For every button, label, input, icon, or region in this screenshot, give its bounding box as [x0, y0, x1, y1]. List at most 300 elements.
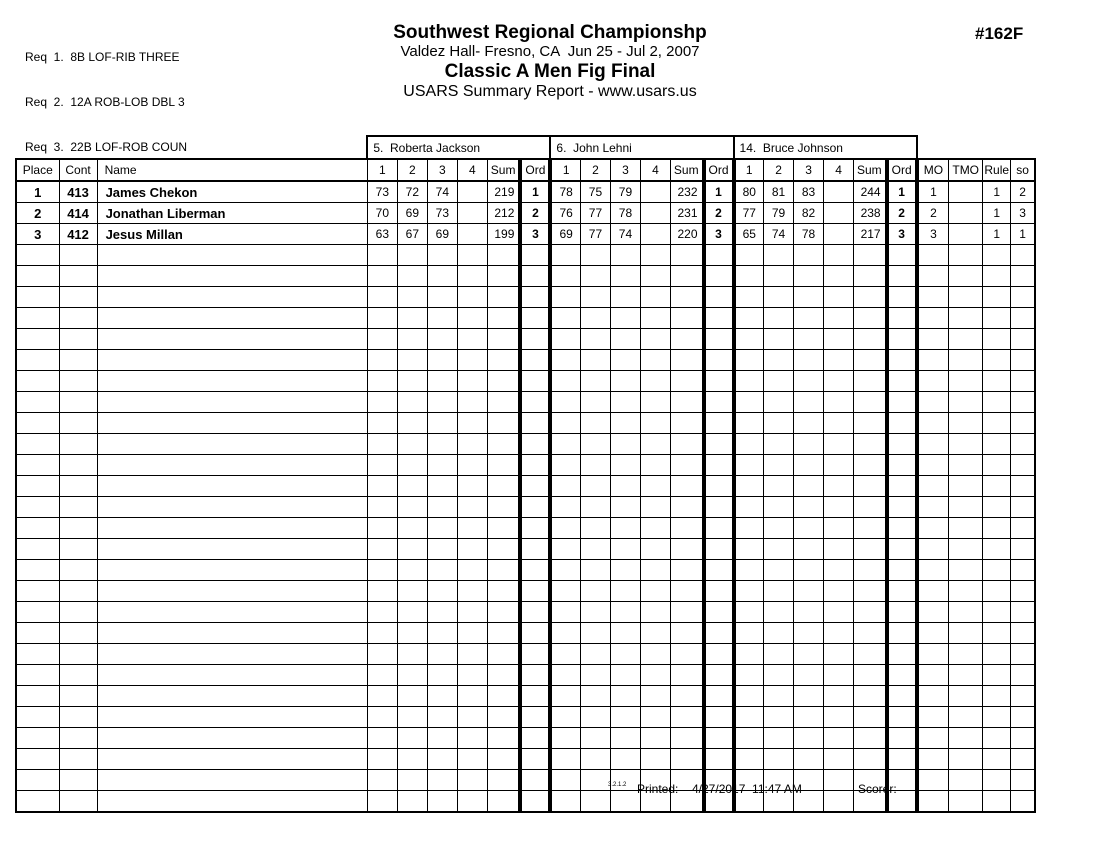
judge-3-score-2-cell: [764, 308, 794, 329]
empty-row: [16, 476, 1035, 497]
cont-cell: [59, 665, 97, 686]
judge-3-score-1-cell: [734, 308, 764, 329]
cont-cell: [59, 518, 97, 539]
judge-3-score-3-cell: [794, 434, 824, 455]
judge-3-ord-cell: 1: [887, 181, 917, 203]
judge-2-ord-cell: [704, 455, 734, 476]
judge-2-score-2-cell: [580, 392, 610, 413]
judge-2-score-4-cell: [640, 392, 670, 413]
judge-1-score-4-cell: [457, 497, 487, 518]
empty-row: [16, 413, 1035, 434]
judge-2-score-2-cell: [580, 287, 610, 308]
judge-2-ord-cell: 2: [704, 203, 734, 224]
judge-3-score-4-cell: [824, 686, 854, 707]
place-cell: [16, 749, 59, 770]
judge-3-ord-cell: [887, 728, 917, 749]
judge-2-ord-cell: [704, 350, 734, 371]
judge-3-score-2-cell: [764, 392, 794, 413]
judge-1-sum-cell: [487, 518, 520, 539]
judge-3-score-3-cell: [794, 707, 824, 728]
rule-cell: [983, 581, 1011, 602]
judge-1-score-4-cell: [457, 245, 487, 266]
judge-3-col-header-1: 1: [734, 159, 764, 181]
judge-3-score-3-cell: [794, 329, 824, 350]
judge-3-sum-cell: [854, 350, 887, 371]
judge-2-score-2-cell: [580, 455, 610, 476]
mo-cell: [917, 434, 949, 455]
judge-2-score-2-cell: [580, 665, 610, 686]
place-cell: [16, 665, 59, 686]
judge-2-score-1-cell: [550, 602, 580, 623]
so-cell: [1011, 392, 1035, 413]
empty-row: [16, 497, 1035, 518]
judge-2-score-1-cell: [550, 560, 580, 581]
cont-cell: 414: [59, 203, 97, 224]
judge-3-sum-cell: [854, 707, 887, 728]
judge-2-score-4-cell: [640, 749, 670, 770]
judge-1-sum-cell: [487, 728, 520, 749]
judge-3-score-1-cell: [734, 245, 764, 266]
judge-2-score-4-cell: [640, 224, 670, 245]
judge-3-score-2-cell: [764, 581, 794, 602]
judge-2-score-4-cell: [640, 644, 670, 665]
place-cell: [16, 476, 59, 497]
rule-cell: [983, 602, 1011, 623]
rule-cell: [983, 371, 1011, 392]
judge-3-score-2-cell: [764, 455, 794, 476]
mo-cell: [917, 308, 949, 329]
judge-2-score-1-cell: 76: [550, 203, 580, 224]
requirement-line-1: Req 1. 8B LOF-RIB THREE: [25, 50, 180, 64]
so-cell: 2: [1011, 181, 1035, 203]
judge-1-ord-cell: 1: [520, 181, 550, 203]
mo-cell: [917, 476, 949, 497]
judge-3-sum-cell: [854, 728, 887, 749]
mo-cell: 1: [917, 181, 949, 203]
judge-3-sum-cell: [854, 518, 887, 539]
cont-cell: [59, 329, 97, 350]
judge-3-sum-cell: [854, 329, 887, 350]
judge-1-score-4-cell: [457, 602, 487, 623]
rule-cell: [983, 413, 1011, 434]
judge-1-score-3-cell: [427, 644, 457, 665]
judge-1-score-3-cell: [427, 392, 457, 413]
judge-1-score-2-cell: [397, 329, 427, 350]
judge-2-sum-cell: 220: [670, 224, 703, 245]
judge-1-score-3-cell: [427, 287, 457, 308]
judge-3-score-4-cell: [824, 203, 854, 224]
judge-2-score-2-cell: 77: [580, 224, 610, 245]
rule-cell: [983, 518, 1011, 539]
place-cell: [16, 371, 59, 392]
place-cell: [16, 329, 59, 350]
judge-1-sum-cell: 212: [487, 203, 520, 224]
judge-1-ord-cell: [520, 623, 550, 644]
judge-2-score-2-cell: [580, 686, 610, 707]
judge-2-score-4-cell: [640, 518, 670, 539]
cont-cell: [59, 413, 97, 434]
judge-3-score-4-cell: [824, 224, 854, 245]
place-cell: 1: [16, 181, 59, 203]
judge-1-ord-cell: [520, 749, 550, 770]
place-cell: [16, 728, 59, 749]
judge-3-score-2-cell: [764, 476, 794, 497]
judge-3-score-2-cell: [764, 686, 794, 707]
judge-1-score-2-cell: [397, 518, 427, 539]
judge-2-score-4-cell: [640, 329, 670, 350]
judge-3-sum-cell: [854, 665, 887, 686]
name-cell: Jesus Millan: [97, 224, 367, 245]
tmo-cell: [949, 266, 983, 287]
judge-1-score-3-cell: [427, 308, 457, 329]
name-cell: [97, 728, 367, 749]
judge-2-ord-cell: [704, 644, 734, 665]
cont-cell: [59, 560, 97, 581]
judge-1-sum-cell: [487, 707, 520, 728]
judge-1-ord-cell: [520, 497, 550, 518]
judge-1-sum-cell: [487, 371, 520, 392]
judge-2-score-1-cell: [550, 623, 580, 644]
cont-cell: [59, 266, 97, 287]
judge-1-sum-cell: [487, 476, 520, 497]
judge-3-score-1-cell: [734, 434, 764, 455]
judge-2-score-1-cell: [550, 749, 580, 770]
judge-3-sum-cell: [854, 266, 887, 287]
judge-3-col-header-4: 4: [824, 159, 854, 181]
judge-3-score-4-cell: [824, 707, 854, 728]
judge-2-score-3-cell: [610, 329, 640, 350]
judge-3-score-4-cell: [824, 413, 854, 434]
judge-2-ord-cell: [704, 539, 734, 560]
judge-1-score-1-cell: 70: [367, 203, 397, 224]
judge-1-score-2-cell: [397, 728, 427, 749]
judge-3-ord-cell: [887, 455, 917, 476]
judge-2-score-3-cell: [610, 266, 640, 287]
judge-2-score-3-cell: [610, 707, 640, 728]
judge-1-score-3-cell: [427, 413, 457, 434]
col-header-place: Place: [16, 159, 59, 181]
competitor-row: [16, 224, 1035, 245]
judge-2-score-3-cell: [610, 686, 640, 707]
judge-2-ord-cell: [704, 371, 734, 392]
judge-1-sum-cell: 199: [487, 224, 520, 245]
judge-1-score-3-cell: [427, 266, 457, 287]
judge-2-score-3-cell: [610, 518, 640, 539]
judge-2-sum-cell: [670, 308, 703, 329]
judge-1-score-3-cell: [427, 350, 457, 371]
judge-1-score-3-cell: [427, 539, 457, 560]
judge-1-score-1-cell: [367, 455, 397, 476]
judge-3-score-3-cell: 78: [794, 224, 824, 245]
judge-1-sum-cell: [487, 266, 520, 287]
name-cell: [97, 308, 367, 329]
judge-1-score-3-cell: [427, 434, 457, 455]
judge-1-score-4-cell: [457, 392, 487, 413]
name-cell: [97, 476, 367, 497]
name-cell: [97, 287, 367, 308]
judge-3-score-1-cell: [734, 350, 764, 371]
so-cell: [1011, 308, 1035, 329]
judge-1-score-4-cell: [457, 287, 487, 308]
place-cell: [16, 497, 59, 518]
judge-1-ord-cell: [520, 455, 550, 476]
judge-1-score-2-cell: [397, 665, 427, 686]
judge-2-sum-cell: [670, 518, 703, 539]
judge-1-sum-cell: [487, 455, 520, 476]
judge-2-col-header-3: 3: [610, 159, 640, 181]
empty-row: [16, 518, 1035, 539]
judge-3-score-2-cell: [764, 665, 794, 686]
judge-3-score-2-cell: [764, 623, 794, 644]
name-cell: [97, 749, 367, 770]
judge-3-score-4-cell: [824, 560, 854, 581]
name-cell: [97, 371, 367, 392]
judge-2-score-4-cell: [640, 728, 670, 749]
judge-1-score-4-cell: [457, 413, 487, 434]
judge-2-score-1-cell: [550, 497, 580, 518]
judge-2-ord-cell: [704, 497, 734, 518]
so-cell: [1011, 455, 1035, 476]
judge-row-left-spacer: [16, 136, 367, 159]
judge-1-ord-cell: [520, 329, 550, 350]
mo-cell: [917, 266, 949, 287]
judge-1-score-1-cell: [367, 329, 397, 350]
judge-3-col-header-3: 3: [794, 159, 824, 181]
judge-3-score-1-cell: [734, 539, 764, 560]
name-cell: [97, 665, 367, 686]
judge-1-col-header-4: 4: [457, 159, 487, 181]
judge-1-col-header-1: 1: [367, 159, 397, 181]
judge-3-ord-cell: [887, 434, 917, 455]
judge-3-score-1-cell: [734, 329, 764, 350]
judge-2-score-3-cell: [610, 350, 640, 371]
judge-3-sum-cell: [854, 434, 887, 455]
judge-2-score-4-cell: [640, 350, 670, 371]
judge-3-score-3-cell: [794, 245, 824, 266]
name-cell: [97, 350, 367, 371]
judge-3-score-3-cell: [794, 644, 824, 665]
mo-cell: [917, 581, 949, 602]
judge-3-score-1-cell: [734, 749, 764, 770]
col-header-cont: Cont: [59, 159, 97, 181]
mo-cell: 2: [917, 203, 949, 224]
judge-3-col-header-sum: Sum: [854, 159, 887, 181]
judge-1-sum-cell: [487, 434, 520, 455]
cont-cell: [59, 350, 97, 371]
judge-2-sum-cell: [670, 581, 703, 602]
judge-1-ord-cell: [520, 413, 550, 434]
judge-3-score-4-cell: [824, 581, 854, 602]
judge-1-score-2-cell: [397, 539, 427, 560]
rule-cell: [983, 434, 1011, 455]
judge-3-score-4-cell: [824, 329, 854, 350]
judge-3-score-4-cell: [824, 539, 854, 560]
empty-row: [16, 728, 1035, 749]
place-cell: [16, 539, 59, 560]
col-header-mo: MO: [917, 159, 949, 181]
name-cell: [97, 413, 367, 434]
judge-1-score-4-cell: [457, 371, 487, 392]
cont-cell: [59, 749, 97, 770]
tmo-cell: [949, 224, 983, 245]
name-cell: James Chekon: [97, 181, 367, 203]
judge-3-sum-cell: 238: [854, 203, 887, 224]
judge-3-score-4-cell: [824, 728, 854, 749]
judge-2-score-3-cell: [610, 749, 640, 770]
judge-3-score-1-cell: [734, 518, 764, 539]
judge-1-score-2-cell: [397, 686, 427, 707]
judge-2-score-1-cell: 69: [550, 224, 580, 245]
judge-3-score-3-cell: [794, 665, 824, 686]
judge-1-sum-cell: [487, 602, 520, 623]
mo-cell: [917, 728, 949, 749]
judge-2-score-3-cell: [610, 665, 640, 686]
judge-2-ord-cell: 1: [704, 181, 734, 203]
judge-1-score-1-cell: [367, 707, 397, 728]
name-cell: [97, 455, 367, 476]
judge-1-score-1-cell: [367, 392, 397, 413]
rule-cell: [983, 308, 1011, 329]
judge-1-score-1-cell: [367, 728, 397, 749]
judge-1-score-1-cell: [367, 644, 397, 665]
judge-3-score-1-cell: [734, 497, 764, 518]
judge-3-score-2-cell: [764, 434, 794, 455]
judge-1-score-2-cell: [397, 245, 427, 266]
judge-1-score-2-cell: [397, 266, 427, 287]
judge-3-score-3-cell: [794, 287, 824, 308]
judge-3-score-3-cell: [794, 581, 824, 602]
so-cell: [1011, 329, 1035, 350]
mo-cell: [917, 245, 949, 266]
judge-3-ord-cell: [887, 308, 917, 329]
tmo-cell: [949, 665, 983, 686]
col-header-rule: Rule: [983, 159, 1011, 181]
judge-2-sum-cell: [670, 749, 703, 770]
judge-1-score-3-cell: [427, 686, 457, 707]
so-cell: [1011, 497, 1035, 518]
so-cell: [1011, 644, 1035, 665]
mo-cell: [917, 623, 949, 644]
judge-3-ord-cell: [887, 350, 917, 371]
judge-3-ord-cell: [887, 560, 917, 581]
name-cell: [97, 581, 367, 602]
judge-2-score-4-cell: [640, 245, 670, 266]
judge-1-score-3-cell: [427, 329, 457, 350]
name-cell: [97, 560, 367, 581]
judge-1-score-1-cell: [367, 413, 397, 434]
name-cell: [97, 686, 367, 707]
judge-3-score-3-cell: [794, 749, 824, 770]
judge-2-score-3-cell: 74: [610, 224, 640, 245]
judge-1-ord-cell: [520, 350, 550, 371]
judge-3-score-2-cell: [764, 350, 794, 371]
judge-2-score-4-cell: [640, 623, 670, 644]
judge-2-score-4-cell: [640, 497, 670, 518]
judge-1-ord-cell: [520, 707, 550, 728]
judge-3-ord-cell: 2: [887, 203, 917, 224]
judge-2-score-1-cell: [550, 287, 580, 308]
place-cell: [16, 413, 59, 434]
tmo-cell: [949, 497, 983, 518]
name-cell: [97, 602, 367, 623]
event-title: Classic A Men Fig Final: [444, 61, 656, 82]
judge-1-score-1-cell: [367, 686, 397, 707]
judge-2-col-header-4: 4: [640, 159, 670, 181]
judge-3-score-4-cell: [824, 434, 854, 455]
judge-2-score-4-cell: [640, 266, 670, 287]
mo-cell: [917, 686, 949, 707]
judge-3-sum-cell: [854, 539, 887, 560]
judge-3-score-4-cell: [824, 497, 854, 518]
judge-3-score-4-cell: [824, 602, 854, 623]
judge-1-sum-cell: [487, 644, 520, 665]
tmo-cell: [949, 329, 983, 350]
judge-3-score-3-cell: [794, 371, 824, 392]
judge-3-score-3-cell: [794, 686, 824, 707]
judge-1-sum-cell: [487, 497, 520, 518]
judge-3-ord-cell: [887, 602, 917, 623]
judge-2-score-3-cell: [610, 434, 640, 455]
so-cell: [1011, 707, 1035, 728]
place-cell: 3: [16, 224, 59, 245]
judge-2-sum-cell: [670, 539, 703, 560]
empty-row: [16, 602, 1035, 623]
judge-1-score-2-cell: [397, 371, 427, 392]
judge-1-sum-cell: [487, 392, 520, 413]
place-cell: [16, 707, 59, 728]
mo-cell: [917, 350, 949, 371]
judge-2-score-3-cell: [610, 560, 640, 581]
judge-2-score-1-cell: [550, 707, 580, 728]
judge-2-score-3-cell: [610, 602, 640, 623]
judge-1-score-1-cell: [367, 308, 397, 329]
judge-1-sum-cell: [487, 329, 520, 350]
judge-3-score-1-cell: [734, 455, 764, 476]
judge-2-score-2-cell: [580, 602, 610, 623]
competitor-row: [16, 203, 1035, 224]
judge-3-col-header-ord: Ord: [887, 159, 917, 181]
rule-cell: [983, 287, 1011, 308]
mo-cell: 3: [917, 224, 949, 245]
so-cell: [1011, 518, 1035, 539]
cont-cell: [59, 371, 97, 392]
judge-2-sum-cell: [670, 497, 703, 518]
judge-3-sum-cell: [854, 623, 887, 644]
cont-cell: [59, 392, 97, 413]
judge-3-score-1-cell: [734, 476, 764, 497]
judge-3-score-1-cell: 65: [734, 224, 764, 245]
judge-3-score-2-cell: [764, 287, 794, 308]
judge-3-score-1-cell: [734, 707, 764, 728]
judge-3-score-1-cell: [734, 392, 764, 413]
judge-2-score-3-cell: [610, 476, 640, 497]
judge-1-score-2-cell: [397, 287, 427, 308]
judge-3-score-2-cell: [764, 245, 794, 266]
empty-row: [16, 329, 1035, 350]
judge-1-score-3-cell: 69: [427, 224, 457, 245]
report-name: USARS Summary Report - www.usars.us: [403, 83, 697, 100]
judge-2-score-1-cell: [550, 665, 580, 686]
so-cell: [1011, 749, 1035, 770]
so-cell: [1011, 665, 1035, 686]
tmo-cell: [949, 749, 983, 770]
judge-1-name-header: 5. Roberta Jackson: [367, 136, 550, 159]
judge-2-score-2-cell: [580, 371, 610, 392]
col-header-so: so: [1011, 159, 1035, 181]
judge-3-sum-cell: [854, 455, 887, 476]
judge-3-score-1-cell: [734, 623, 764, 644]
judge-2-score-2-cell: [580, 266, 610, 287]
